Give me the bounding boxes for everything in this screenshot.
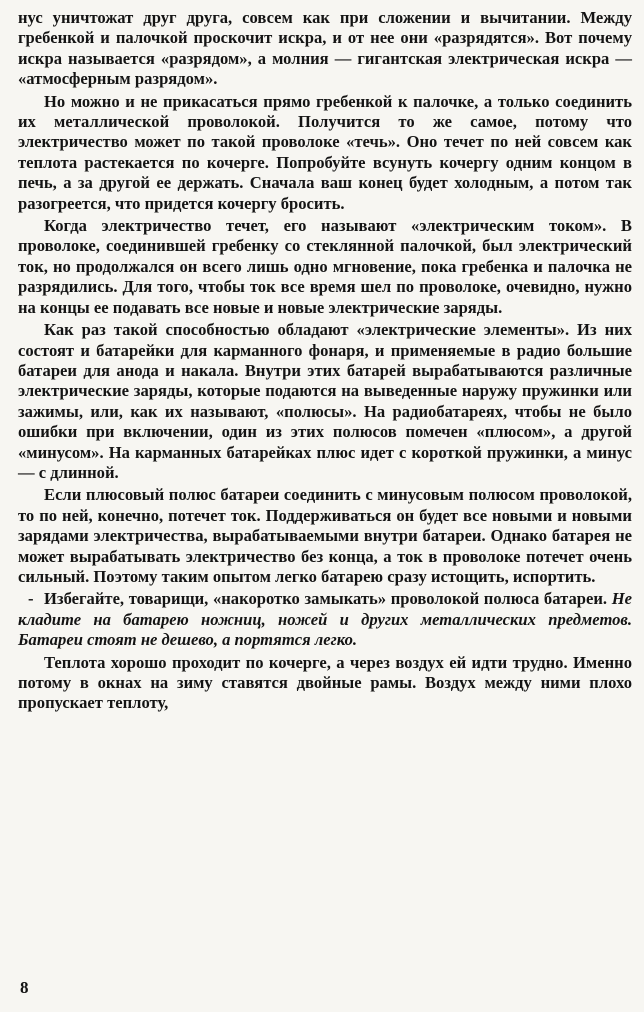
paragraph-5: Если плюсовый полюс батареи соединить с минусовым полюсом проволокой, то по ней, конечно, потечет ток. Поддерживаться он будет все новыми и новыми зарядами электричества, вырабатываемыми внутри батареи. Однако батарея не может вырабатывать электричество без конца, а ток в проволоке потечет очень сильный. Поэтому таким опытом легко батарею сразу истощить, испортить. bbox=[18, 485, 632, 586]
paragraph-1: нус уничтожат друг друга, совсем как при сложении и вычитании. Между гребенкой и палочкой проскочит искра, и от нее они «разрядятся». Вот почему искра называется «разрядом», а молния — гигантская электрическая искра — «атмосферным разрядом». bbox=[18, 8, 632, 89]
warning-emphasis: Не кладите на батарею ножниц, ножей и других металлических предметов. Батареи стоят не дешево, а портятся легко. bbox=[18, 589, 632, 650]
paragraph-6 bbox=[18, 589, 632, 650]
margin-dash-mark: - bbox=[28, 589, 34, 609]
page-number: 8 bbox=[20, 978, 29, 997]
paragraph-3: Когда электричество течет, его называют «электрическим током». В проволоке, соединившей гребенку со стеклянной палочкой, был электрический ток, но продолжался он всего лишь одно мгновение, пока гребенка и палочка не разрядились. Для того, чтобы ток все время шел по проволоке, очевидно, нужно на концы ее подавать все новые и новые электрические заряды. bbox=[18, 216, 632, 317]
paragraph-6-text: Избегайте, товарищи, «накоротко замыкать» проволокой полюса батареи. bbox=[44, 589, 608, 609]
paragraph-4: Как раз такой способностью обладают «электрические элементы». Из них состоят и батарейки для карманного фонаря, и применяемые в радио большие батареи для анода и накала. Внутри этих батарей вырабатываются различные электрические заряды, которые подаются на выведенные наружу пружинки или зажимы, или, как их называют, «полюсы». На радиобатареях, чтобы не было ошибки при включении, один из этих полюсов помечен «плюсом», а другой «минусом». На карманных батарейках плюс идет с короткой пружинки, а минус — с длинной. bbox=[18, 320, 632, 482]
paragraph-7: Теплота хорошо проходит по кочерге, а через воздух ей идти трудно. Именно потому в окнах на зиму ставятся двойные рамы. Воздух между ними плохо пропускает теплоту, bbox=[18, 652, 632, 713]
paragraph-2: Но можно и не прикасаться прямо гребенкой к палочке, а только соединить их металлической проволокой. Получится то же самое, потому что электричество может по такой проволоке «течь». Оно течет по ней совсем как теплота растекается по кочерге. Попробуйте всунуть кочергу одним концом в печь, а за другой ее держать. Сначала ваш конец будет холодным, а потом так разогреется, что придется кочергу бросить. bbox=[18, 91, 632, 213]
